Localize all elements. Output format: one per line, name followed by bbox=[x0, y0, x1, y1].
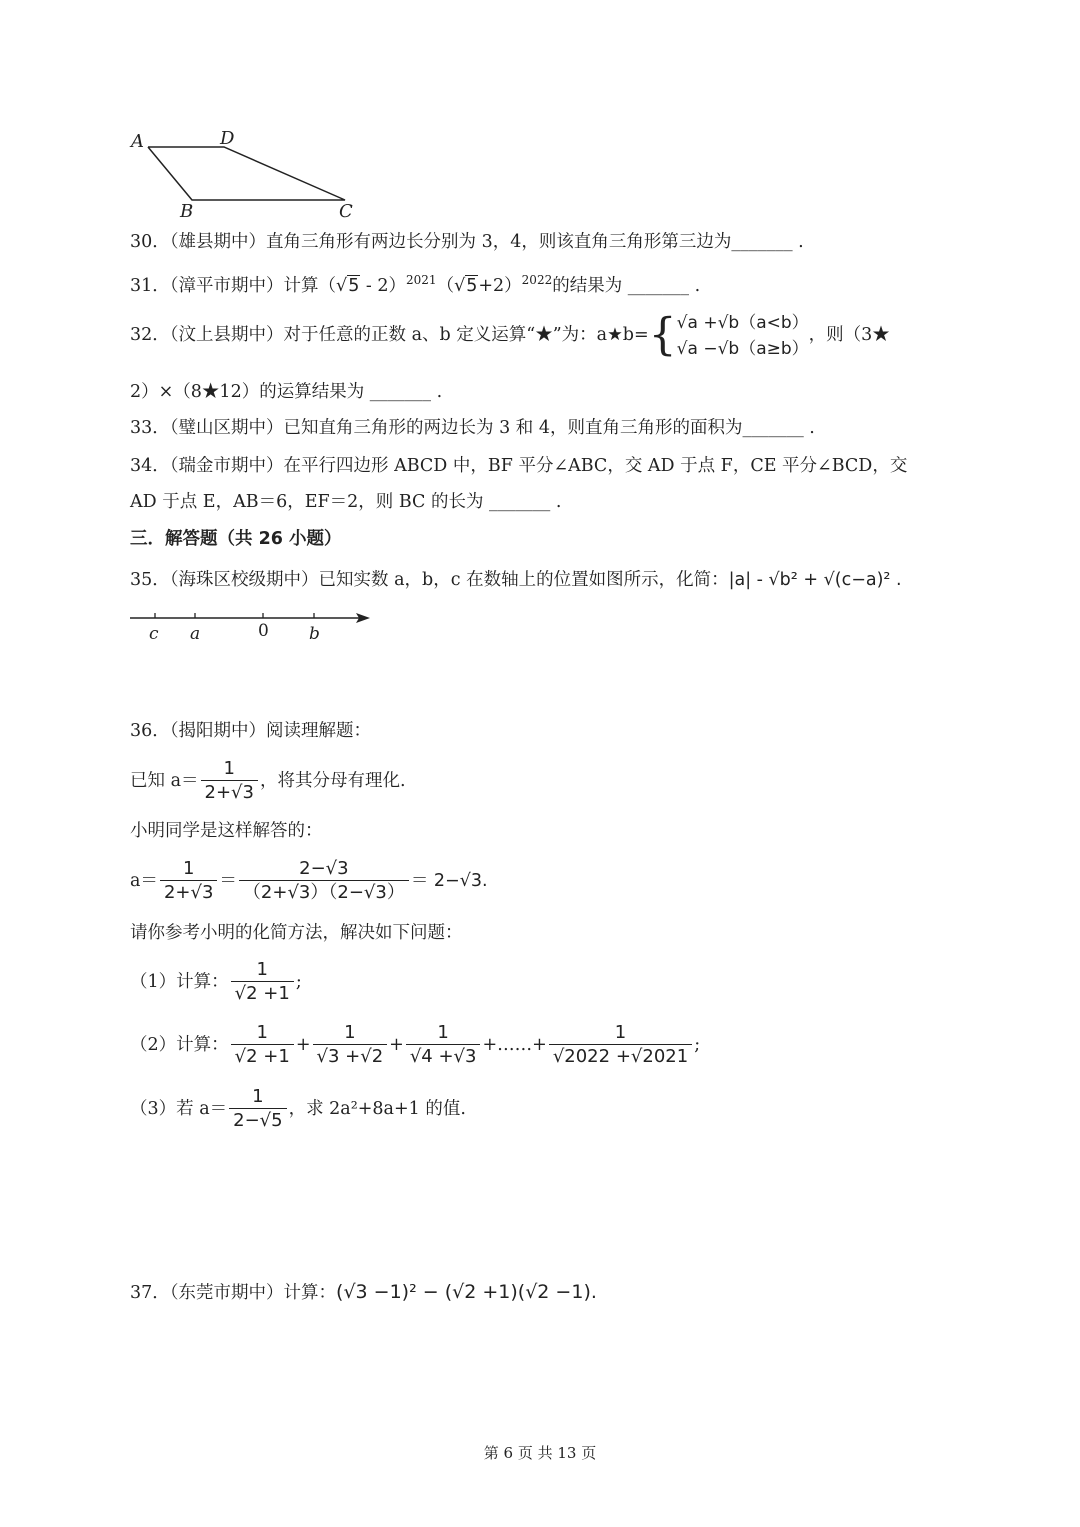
question-30: 30．（雄县期中）直角三角形有两边长分别为 3，4，则该直角三角形第三边为_______ . bbox=[130, 232, 804, 252]
question-36-title: 36．（揭阳期中）阅读理解题： bbox=[130, 721, 372, 741]
axis-label-0: 0 bbox=[258, 621, 269, 641]
axis-label-a: a bbox=[190, 624, 201, 644]
q35-expression: |a| - √b² + √(c−a)² . bbox=[728, 570, 902, 590]
question-31: 31．（漳平市期中）计算$(√5 - 2)^{2021}(√5+2)^{2022}$的结果为 _______ . bbox=[130, 273, 701, 296]
vertex-label-a: A bbox=[131, 131, 144, 152]
section-title: 三．解答题（共 26 小题） bbox=[130, 529, 342, 549]
question-36-part3: （3）若 a＝ $\frac{1}{2-√5}$ ，求 2a²+8a+1 的值. bbox=[130, 1086, 466, 1131]
q37-expression: (√3 −1)² − (√2 +1)(√2 −1). bbox=[336, 1281, 597, 1303]
question-32-line2: 2）×（8★12）的运算结果为 _______ . bbox=[130, 382, 443, 402]
page-footer: 第 6 页 共 13 页 bbox=[483, 1444, 597, 1462]
question-32: 32．（汶上县期中）对于任意的正数 a、b 定义运算“★”为：a★b={ √a +√b（a<b） √a −√b（a≥b） ，则（3★ bbox=[130, 309, 890, 361]
number-line bbox=[128, 605, 378, 629]
question-36-solution: a＝ $\frac{1}{2+√3}$ ＝ $\frac{2-√3}{(2+√3)(2-√3)}$ ＝ 2−√3. bbox=[130, 858, 488, 903]
question-33: 33．（璧山区期中）已知直角三角形的两边长为 3 和 4，则直角三角形的面积为_______ . bbox=[130, 418, 815, 438]
question-35: 35．（海珠区校级期中）已知实数 a，b，c 在数轴上的位置如图所示，化简：|a| - √b² + √(c−a)² . bbox=[130, 570, 902, 590]
question-36-given: 已知 a＝ $\frac{1}{2+√3}$ ，将其分母有理化. bbox=[130, 758, 406, 803]
question-37: 37．（东莞市期中）计算：(√3 −1)² − (√2 +1)(√2 −1). bbox=[130, 1281, 597, 1303]
question-36-part2: （2）计算： $\frac{1}{√2 +1}$ + $\frac{1}{√3 +√2}$ + $\frac{1}{√4 +√3}$ +……+ $\frac{1}{√2022 +√2021}$ ; bbox=[130, 1022, 701, 1067]
question-34-line1: 34．（瑞金市期中）在平行四边形 ABCD 中，BF 平分∠ABC，交 AD 于点 F，CE 平分∠BCD，交 bbox=[130, 456, 908, 476]
trapezoid-figure bbox=[120, 122, 370, 224]
vertex-label-d: D bbox=[220, 128, 235, 149]
question-36-ask: 请你参考小明的化简方法，解决如下问题： bbox=[130, 923, 463, 943]
axis-label-b: b bbox=[309, 624, 320, 644]
vertex-label-b: B bbox=[180, 201, 194, 222]
question-34-line2: AD 于点 E，AB＝6，EF＝2，则 BC 的长为 _______ . bbox=[130, 492, 562, 512]
vertex-label-c: C bbox=[339, 201, 353, 222]
question-36-ming: 小明同学是这样解答的： bbox=[130, 821, 323, 841]
question-36-part1: （1）计算： $\frac{1}{√2 +1}$ ; bbox=[130, 959, 302, 1004]
trapezoid-outline bbox=[148, 147, 345, 200]
axis-label-c: c bbox=[149, 624, 159, 644]
